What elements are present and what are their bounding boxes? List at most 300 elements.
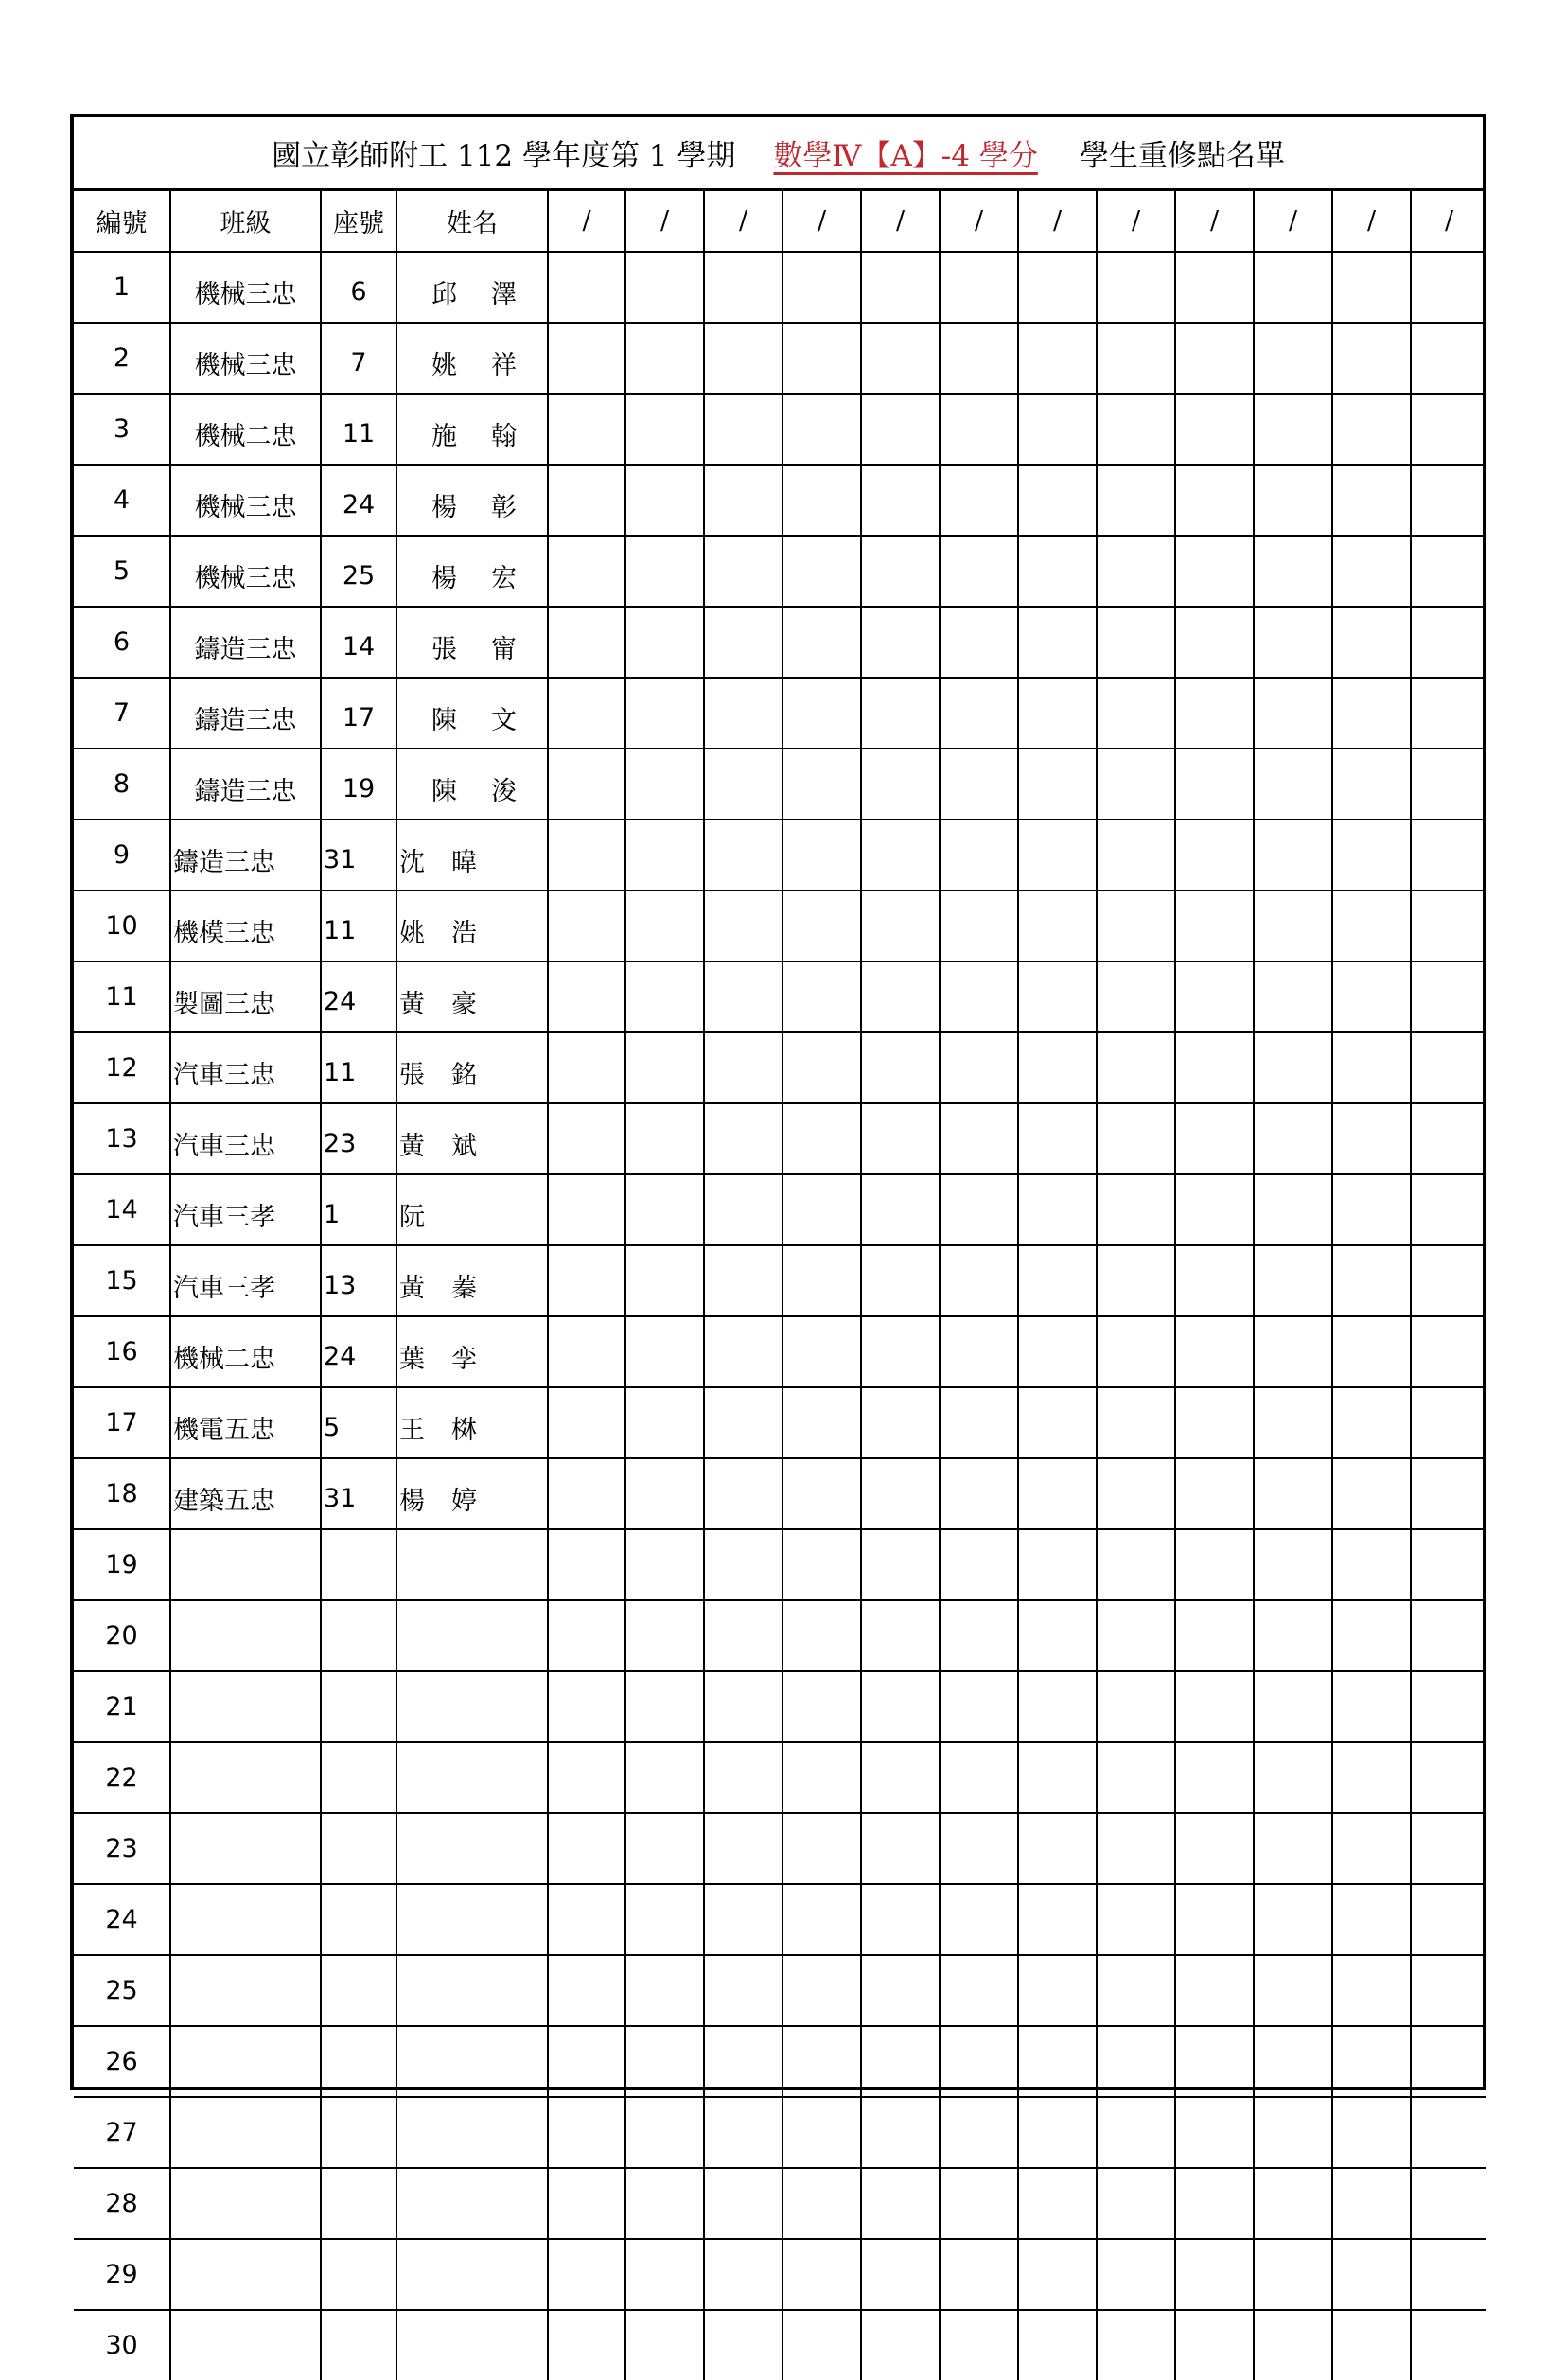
attendance-cell[interactable] — [1332, 1387, 1411, 1458]
attendance-cell[interactable] — [1175, 394, 1254, 465]
attendance-cell[interactable] — [1332, 1600, 1411, 1671]
attendance-cell[interactable] — [1411, 1884, 1486, 1955]
attendance-cell[interactable] — [1411, 2239, 1486, 2310]
attendance-cell[interactable] — [1097, 1174, 1175, 1245]
attendance-cell[interactable] — [548, 607, 625, 678]
attendance-cell[interactable] — [625, 890, 704, 961]
attendance-cell[interactable] — [1175, 890, 1254, 961]
attendance-cell[interactable] — [940, 1458, 1018, 1529]
attendance-cell[interactable] — [940, 607, 1018, 678]
attendance-cell[interactable] — [704, 607, 782, 678]
attendance-cell[interactable] — [704, 2239, 782, 2310]
attendance-cell[interactable] — [782, 1032, 861, 1103]
attendance-cell[interactable] — [861, 820, 940, 890]
attendance-cell[interactable] — [1411, 394, 1486, 465]
attendance-cell[interactable] — [704, 1174, 782, 1245]
attendance-cell[interactable] — [1175, 1884, 1254, 1955]
attendance-cell[interactable] — [861, 1813, 940, 1884]
attendance-cell[interactable] — [1332, 536, 1411, 607]
attendance-cell[interactable] — [1175, 536, 1254, 607]
attendance-cell[interactable] — [1332, 678, 1411, 749]
attendance-cell[interactable] — [861, 678, 940, 749]
attendance-cell[interactable] — [1411, 749, 1486, 820]
attendance-cell[interactable] — [782, 1884, 861, 1955]
attendance-cell[interactable] — [861, 2239, 940, 2310]
attendance-cell[interactable] — [940, 890, 1018, 961]
attendance-cell[interactable] — [1332, 2239, 1411, 2310]
attendance-cell[interactable] — [704, 1600, 782, 1671]
attendance-cell[interactable] — [1254, 1671, 1332, 1742]
attendance-cell[interactable] — [1097, 2310, 1175, 2380]
attendance-cell[interactable] — [625, 536, 704, 607]
attendance-cell[interactable] — [548, 536, 625, 607]
attendance-cell[interactable] — [548, 961, 625, 1032]
attendance-cell[interactable] — [1254, 1387, 1332, 1458]
attendance-cell[interactable] — [548, 2310, 625, 2380]
attendance-cell[interactable] — [1097, 1671, 1175, 1742]
attendance-cell[interactable] — [1411, 1742, 1486, 1813]
attendance-cell[interactable] — [1332, 890, 1411, 961]
attendance-cell[interactable] — [548, 1174, 625, 1245]
attendance-cell[interactable] — [1254, 536, 1332, 607]
attendance-cell[interactable] — [704, 820, 782, 890]
attendance-cell[interactable] — [1018, 1316, 1097, 1387]
attendance-cell[interactable] — [548, 1813, 625, 1884]
attendance-cell[interactable] — [782, 1245, 861, 1316]
attendance-cell[interactable] — [1254, 1955, 1332, 2026]
attendance-cell[interactable] — [625, 1032, 704, 1103]
attendance-cell[interactable] — [782, 2168, 861, 2239]
attendance-cell[interactable] — [782, 536, 861, 607]
attendance-cell[interactable] — [861, 394, 940, 465]
attendance-cell[interactable] — [940, 465, 1018, 536]
attendance-cell[interactable] — [548, 2097, 625, 2168]
attendance-cell[interactable] — [782, 1316, 861, 1387]
attendance-cell[interactable] — [625, 1884, 704, 1955]
attendance-cell[interactable] — [1332, 1316, 1411, 1387]
attendance-cell[interactable] — [704, 1245, 782, 1316]
attendance-cell[interactable] — [1411, 1671, 1486, 1742]
attendance-cell[interactable] — [782, 323, 861, 394]
attendance-cell[interactable] — [1411, 678, 1486, 749]
attendance-cell[interactable] — [1411, 1458, 1486, 1529]
attendance-cell[interactable] — [1175, 749, 1254, 820]
attendance-cell[interactable] — [1097, 2168, 1175, 2239]
attendance-cell[interactable] — [940, 536, 1018, 607]
attendance-cell[interactable] — [782, 1103, 861, 1174]
attendance-cell[interactable] — [704, 536, 782, 607]
attendance-cell[interactable] — [782, 2310, 861, 2380]
attendance-cell[interactable] — [1018, 1671, 1097, 1742]
attendance-cell[interactable] — [861, 2168, 940, 2239]
attendance-cell[interactable] — [1018, 749, 1097, 820]
attendance-cell[interactable] — [1097, 678, 1175, 749]
attendance-cell[interactable] — [861, 607, 940, 678]
attendance-cell[interactable] — [1018, 465, 1097, 536]
attendance-cell[interactable] — [1018, 1600, 1097, 1671]
attendance-cell[interactable] — [704, 1742, 782, 1813]
attendance-cell[interactable] — [704, 2026, 782, 2097]
attendance-cell[interactable] — [625, 1458, 704, 1529]
attendance-cell[interactable] — [861, 1032, 940, 1103]
attendance-cell[interactable] — [861, 536, 940, 607]
attendance-cell[interactable] — [782, 1955, 861, 2026]
attendance-cell[interactable] — [782, 1671, 861, 1742]
attendance-cell[interactable] — [782, 607, 861, 678]
attendance-cell[interactable] — [782, 1387, 861, 1458]
attendance-cell[interactable] — [1332, 1174, 1411, 1245]
attendance-cell[interactable] — [861, 1103, 940, 1174]
attendance-cell[interactable] — [1411, 961, 1486, 1032]
attendance-cell[interactable] — [625, 2239, 704, 2310]
attendance-cell[interactable] — [1097, 890, 1175, 961]
attendance-cell[interactable] — [782, 465, 861, 536]
attendance-cell[interactable] — [940, 1316, 1018, 1387]
attendance-cell[interactable] — [1332, 2026, 1411, 2097]
attendance-cell[interactable] — [1254, 252, 1332, 323]
attendance-cell[interactable] — [1411, 2097, 1486, 2168]
attendance-cell[interactable] — [704, 1103, 782, 1174]
attendance-cell[interactable] — [1175, 961, 1254, 1032]
attendance-cell[interactable] — [1411, 1032, 1486, 1103]
attendance-cell[interactable] — [782, 2239, 861, 2310]
attendance-cell[interactable] — [625, 749, 704, 820]
attendance-cell[interactable] — [548, 1103, 625, 1174]
attendance-cell[interactable] — [625, 1174, 704, 1245]
attendance-cell[interactable] — [548, 465, 625, 536]
attendance-cell[interactable] — [1175, 1529, 1254, 1600]
attendance-cell[interactable] — [1332, 2310, 1411, 2380]
attendance-cell[interactable] — [1332, 1813, 1411, 1884]
attendance-cell[interactable] — [940, 1103, 1018, 1174]
attendance-cell[interactable] — [1411, 536, 1486, 607]
attendance-cell[interactable] — [1175, 2026, 1254, 2097]
attendance-cell[interactable] — [1175, 1245, 1254, 1316]
attendance-cell[interactable] — [1411, 1955, 1486, 2026]
attendance-cell[interactable] — [1175, 1955, 1254, 2026]
attendance-cell[interactable] — [940, 1884, 1018, 1955]
attendance-cell[interactable] — [1332, 820, 1411, 890]
attendance-cell[interactable] — [1018, 1032, 1097, 1103]
attendance-cell[interactable] — [861, 749, 940, 820]
attendance-cell[interactable] — [704, 1671, 782, 1742]
attendance-cell[interactable] — [782, 252, 861, 323]
attendance-cell[interactable] — [548, 749, 625, 820]
attendance-cell[interactable] — [1097, 1316, 1175, 1387]
attendance-cell[interactable] — [1254, 1458, 1332, 1529]
attendance-cell[interactable] — [548, 1458, 625, 1529]
attendance-cell[interactable] — [704, 1387, 782, 1458]
attendance-cell[interactable] — [861, 2097, 940, 2168]
attendance-cell[interactable] — [782, 1742, 861, 1813]
attendance-cell[interactable] — [861, 1600, 940, 1671]
attendance-cell[interactable] — [548, 2168, 625, 2239]
attendance-cell[interactable] — [940, 323, 1018, 394]
attendance-cell[interactable] — [782, 1529, 861, 1600]
attendance-cell[interactable] — [704, 678, 782, 749]
attendance-cell[interactable] — [1332, 394, 1411, 465]
attendance-cell[interactable] — [548, 820, 625, 890]
attendance-cell[interactable] — [1332, 1103, 1411, 1174]
attendance-cell[interactable] — [704, 2168, 782, 2239]
attendance-cell[interactable] — [1018, 678, 1097, 749]
attendance-cell[interactable] — [861, 1458, 940, 1529]
attendance-cell[interactable] — [861, 1884, 940, 1955]
attendance-cell[interactable] — [940, 1600, 1018, 1671]
attendance-cell[interactable] — [548, 1671, 625, 1742]
attendance-cell[interactable] — [940, 1032, 1018, 1103]
attendance-cell[interactable] — [1018, 1529, 1097, 1600]
attendance-cell[interactable] — [782, 2097, 861, 2168]
attendance-cell[interactable] — [625, 1671, 704, 1742]
attendance-cell[interactable] — [782, 678, 861, 749]
attendance-cell[interactable] — [1097, 1245, 1175, 1316]
attendance-cell[interactable] — [625, 1387, 704, 1458]
attendance-cell[interactable] — [1097, 2026, 1175, 2097]
attendance-cell[interactable] — [625, 2097, 704, 2168]
attendance-cell[interactable] — [1097, 1742, 1175, 1813]
attendance-cell[interactable] — [1097, 1955, 1175, 2026]
attendance-cell[interactable] — [1018, 323, 1097, 394]
attendance-cell[interactable] — [1175, 1103, 1254, 1174]
attendance-cell[interactable] — [782, 1600, 861, 1671]
attendance-cell[interactable] — [625, 1742, 704, 1813]
attendance-cell[interactable] — [940, 1529, 1018, 1600]
attendance-cell[interactable] — [1018, 1813, 1097, 1884]
attendance-cell[interactable] — [1175, 465, 1254, 536]
attendance-cell[interactable] — [940, 820, 1018, 890]
attendance-cell[interactable] — [1097, 1884, 1175, 1955]
attendance-cell[interactable] — [548, 1245, 625, 1316]
attendance-cell[interactable] — [1097, 323, 1175, 394]
attendance-cell[interactable] — [1332, 1671, 1411, 1742]
attendance-cell[interactable] — [1018, 2026, 1097, 2097]
attendance-cell[interactable] — [1254, 323, 1332, 394]
attendance-cell[interactable] — [1175, 820, 1254, 890]
attendance-cell[interactable] — [548, 1742, 625, 1813]
attendance-cell[interactable] — [1254, 749, 1332, 820]
attendance-cell[interactable] — [1018, 1955, 1097, 2026]
attendance-cell[interactable] — [625, 394, 704, 465]
attendance-cell[interactable] — [1097, 1458, 1175, 1529]
attendance-cell[interactable] — [1411, 2026, 1486, 2097]
attendance-cell[interactable] — [1332, 961, 1411, 1032]
attendance-cell[interactable] — [704, 1032, 782, 1103]
attendance-cell[interactable] — [1175, 1387, 1254, 1458]
attendance-cell[interactable] — [782, 2026, 861, 2097]
attendance-cell[interactable] — [1018, 961, 1097, 1032]
attendance-cell[interactable] — [625, 252, 704, 323]
attendance-cell[interactable] — [1254, 2168, 1332, 2239]
attendance-cell[interactable] — [940, 1955, 1018, 2026]
attendance-cell[interactable] — [861, 890, 940, 961]
attendance-cell[interactable] — [940, 394, 1018, 465]
attendance-cell[interactable] — [1254, 465, 1332, 536]
attendance-cell[interactable] — [1097, 607, 1175, 678]
attendance-cell[interactable] — [1175, 678, 1254, 749]
attendance-cell[interactable] — [1175, 2168, 1254, 2239]
attendance-cell[interactable] — [1018, 2168, 1097, 2239]
attendance-cell[interactable] — [861, 323, 940, 394]
attendance-cell[interactable] — [1175, 2097, 1254, 2168]
attendance-cell[interactable] — [548, 678, 625, 749]
attendance-cell[interactable] — [782, 1458, 861, 1529]
attendance-cell[interactable] — [1097, 2097, 1175, 2168]
attendance-cell[interactable] — [1332, 2097, 1411, 2168]
attendance-cell[interactable] — [1332, 1032, 1411, 1103]
attendance-cell[interactable] — [1097, 1529, 1175, 1600]
attendance-cell[interactable] — [625, 1316, 704, 1387]
attendance-cell[interactable] — [704, 749, 782, 820]
attendance-cell[interactable] — [1018, 2097, 1097, 2168]
attendance-cell[interactable] — [625, 1245, 704, 1316]
attendance-cell[interactable] — [1097, 2239, 1175, 2310]
attendance-cell[interactable] — [1175, 2239, 1254, 2310]
attendance-cell[interactable] — [625, 1103, 704, 1174]
attendance-cell[interactable] — [1332, 749, 1411, 820]
attendance-cell[interactable] — [782, 1174, 861, 1245]
attendance-cell[interactable] — [1332, 1458, 1411, 1529]
attendance-cell[interactable] — [1332, 1529, 1411, 1600]
attendance-cell[interactable] — [861, 1671, 940, 1742]
attendance-cell[interactable] — [1175, 1742, 1254, 1813]
attendance-cell[interactable] — [704, 1955, 782, 2026]
attendance-cell[interactable] — [1254, 820, 1332, 890]
attendance-cell[interactable] — [704, 1529, 782, 1600]
attendance-cell[interactable] — [1411, 1813, 1486, 1884]
attendance-cell[interactable] — [940, 2097, 1018, 2168]
attendance-cell[interactable] — [940, 1387, 1018, 1458]
attendance-cell[interactable] — [1411, 1529, 1486, 1600]
attendance-cell[interactable] — [548, 2239, 625, 2310]
attendance-cell[interactable] — [1411, 465, 1486, 536]
attendance-cell[interactable] — [625, 465, 704, 536]
attendance-cell[interactable] — [1254, 1813, 1332, 1884]
attendance-cell[interactable] — [861, 1387, 940, 1458]
attendance-cell[interactable] — [1254, 2026, 1332, 2097]
attendance-cell[interactable] — [940, 961, 1018, 1032]
attendance-cell[interactable] — [548, 890, 625, 961]
attendance-cell[interactable] — [1254, 1103, 1332, 1174]
attendance-cell[interactable] — [1097, 1813, 1175, 1884]
attendance-cell[interactable] — [1097, 961, 1175, 1032]
attendance-cell[interactable] — [1254, 1174, 1332, 1245]
attendance-cell[interactable] — [625, 2026, 704, 2097]
attendance-cell[interactable] — [940, 2026, 1018, 2097]
attendance-cell[interactable] — [1332, 465, 1411, 536]
attendance-cell[interactable] — [782, 820, 861, 890]
attendance-cell[interactable] — [940, 1742, 1018, 1813]
attendance-cell[interactable] — [625, 820, 704, 890]
attendance-cell[interactable] — [940, 1245, 1018, 1316]
attendance-cell[interactable] — [1332, 1955, 1411, 2026]
attendance-cell[interactable] — [861, 1529, 940, 1600]
attendance-cell[interactable] — [1411, 2168, 1486, 2239]
attendance-cell[interactable] — [1254, 1529, 1332, 1600]
attendance-cell[interactable] — [704, 1813, 782, 1884]
attendance-cell[interactable] — [1097, 465, 1175, 536]
attendance-cell[interactable] — [1175, 1458, 1254, 1529]
attendance-cell[interactable] — [1097, 1600, 1175, 1671]
attendance-cell[interactable] — [1018, 1884, 1097, 1955]
attendance-cell[interactable] — [548, 394, 625, 465]
attendance-cell[interactable] — [1411, 607, 1486, 678]
attendance-cell[interactable] — [548, 252, 625, 323]
attendance-cell[interactable] — [1254, 607, 1332, 678]
attendance-cell[interactable] — [861, 465, 940, 536]
attendance-cell[interactable] — [1411, 252, 1486, 323]
attendance-cell[interactable] — [1254, 1245, 1332, 1316]
attendance-cell[interactable] — [1018, 1245, 1097, 1316]
attendance-cell[interactable] — [782, 1813, 861, 1884]
attendance-cell[interactable] — [625, 1955, 704, 2026]
attendance-cell[interactable] — [625, 323, 704, 394]
attendance-cell[interactable] — [1411, 1387, 1486, 1458]
attendance-cell[interactable] — [1332, 252, 1411, 323]
attendance-cell[interactable] — [1254, 1316, 1332, 1387]
attendance-cell[interactable] — [1332, 607, 1411, 678]
attendance-cell[interactable] — [1018, 820, 1097, 890]
attendance-cell[interactable] — [704, 2097, 782, 2168]
attendance-cell[interactable] — [1018, 536, 1097, 607]
attendance-cell[interactable] — [940, 749, 1018, 820]
attendance-cell[interactable] — [1018, 1458, 1097, 1529]
attendance-cell[interactable] — [1018, 394, 1097, 465]
attendance-cell[interactable] — [940, 252, 1018, 323]
attendance-cell[interactable] — [1097, 1387, 1175, 1458]
attendance-cell[interactable] — [1254, 1884, 1332, 1955]
attendance-cell[interactable] — [1254, 2239, 1332, 2310]
attendance-cell[interactable] — [1175, 1671, 1254, 1742]
attendance-cell[interactable] — [1018, 607, 1097, 678]
attendance-cell[interactable] — [704, 252, 782, 323]
attendance-cell[interactable] — [1254, 890, 1332, 961]
attendance-cell[interactable] — [861, 1245, 940, 1316]
attendance-cell[interactable] — [1097, 394, 1175, 465]
attendance-cell[interactable] — [1411, 1600, 1486, 1671]
attendance-cell[interactable] — [548, 323, 625, 394]
attendance-cell[interactable] — [1097, 536, 1175, 607]
attendance-cell[interactable] — [940, 2310, 1018, 2380]
attendance-cell[interactable] — [1332, 2168, 1411, 2239]
attendance-cell[interactable] — [940, 1671, 1018, 1742]
attendance-cell[interactable] — [1411, 2310, 1486, 2380]
attendance-cell[interactable] — [1254, 1032, 1332, 1103]
attendance-cell[interactable] — [1411, 890, 1486, 961]
attendance-cell[interactable] — [861, 961, 940, 1032]
attendance-cell[interactable] — [1175, 1813, 1254, 1884]
attendance-cell[interactable] — [704, 961, 782, 1032]
attendance-cell[interactable] — [548, 2026, 625, 2097]
attendance-cell[interactable] — [782, 749, 861, 820]
attendance-cell[interactable] — [1018, 1174, 1097, 1245]
attendance-cell[interactable] — [704, 1884, 782, 1955]
attendance-cell[interactable] — [861, 252, 940, 323]
attendance-cell[interactable] — [548, 1387, 625, 1458]
attendance-cell[interactable] — [861, 1316, 940, 1387]
attendance-cell[interactable] — [940, 2168, 1018, 2239]
attendance-cell[interactable] — [1332, 1245, 1411, 1316]
attendance-cell[interactable] — [1411, 1316, 1486, 1387]
attendance-cell[interactable] — [1332, 323, 1411, 394]
attendance-cell[interactable] — [940, 678, 1018, 749]
attendance-cell[interactable] — [861, 2310, 940, 2380]
attendance-cell[interactable] — [1018, 890, 1097, 961]
attendance-cell[interactable] — [625, 678, 704, 749]
attendance-cell[interactable] — [782, 394, 861, 465]
attendance-cell[interactable] — [1175, 1032, 1254, 1103]
attendance-cell[interactable] — [1411, 323, 1486, 394]
